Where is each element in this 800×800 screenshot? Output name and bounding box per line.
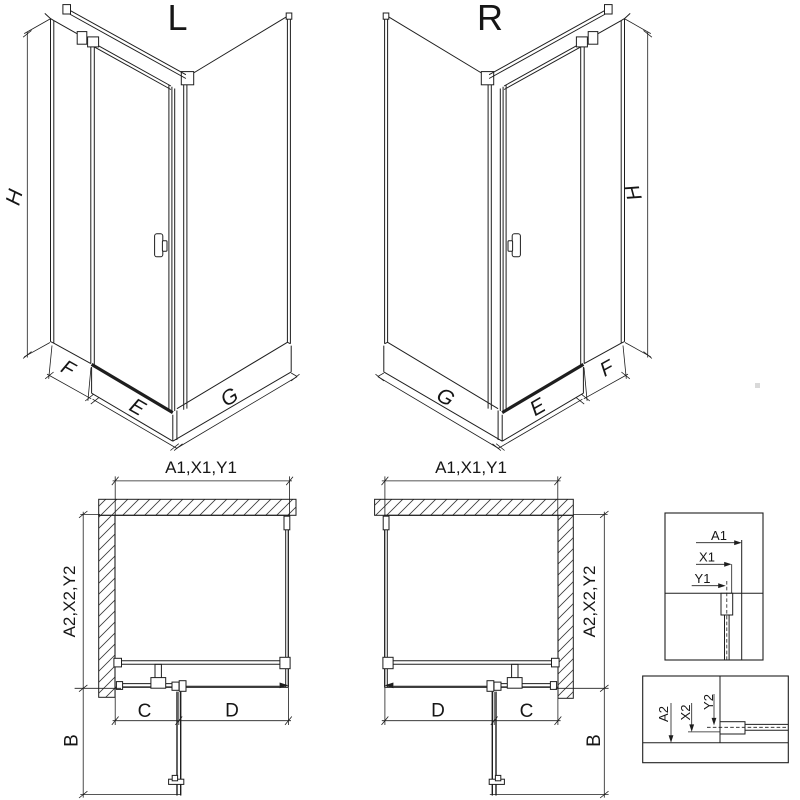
iso-view-right	[376, 0, 652, 451]
dim-label-height-left: H	[1, 187, 28, 208]
wall-side-right-plan	[558, 515, 573, 698]
bottom-dim-label-2-right-plan: C	[519, 701, 534, 722]
dim-label-return-panel-right: G	[432, 383, 459, 412]
wall-top-right-plan	[375, 499, 574, 515]
bottom-dim-label-2-left-plan: D	[225, 700, 239, 722]
variant-label-right: R	[477, 0, 503, 38]
dim-label-side-panel-right: F	[596, 356, 618, 382]
detail-label-a2: A2	[656, 706, 671, 722]
dim-label-door-right: E	[525, 393, 550, 421]
depth-dim-label-right-plan: A2,X2,Y2	[580, 565, 599, 638]
detail-label-a1: A1	[711, 528, 727, 543]
width-dim-label-right-plan: A1,X1,Y1	[435, 458, 507, 477]
dim-label-return-panel-left: G	[216, 383, 243, 412]
detail-box-top	[665, 513, 763, 660]
iso-view-left	[2, 0, 300, 451]
bottom-dim-label-1-right-plan: D	[431, 700, 445, 722]
detail-label-y1: Y1	[694, 571, 711, 586]
dim-label-height-right: H	[620, 182, 647, 203]
dim-label-door-left: E	[125, 393, 150, 421]
bottom-dim-label-1-left-plan: C	[137, 701, 152, 722]
detail-label-y2: Y2	[701, 694, 716, 710]
plan-view-right	[375, 458, 609, 798]
plan-view-left	[60, 458, 296, 798]
wall-side-left-plan	[99, 515, 115, 697]
detail-label-x2: X2	[678, 704, 693, 721]
detail-box-bottom	[643, 676, 789, 763]
watermark-dot	[755, 383, 760, 388]
wall-top-left-plan	[99, 499, 296, 515]
variant-label-left: L	[167, 0, 188, 38]
door-swing-dim-label-right-plan: B	[584, 734, 605, 747]
detail-label-x1: X1	[699, 549, 715, 565]
depth-dim-label-left-plan: A2,X2,Y2	[60, 565, 79, 638]
dim-label-side-panel-left: F	[57, 356, 79, 382]
width-dim-label-left-plan: A1,X1,Y1	[165, 458, 237, 477]
door-swing-dim-label-left-plan: B	[61, 734, 83, 747]
